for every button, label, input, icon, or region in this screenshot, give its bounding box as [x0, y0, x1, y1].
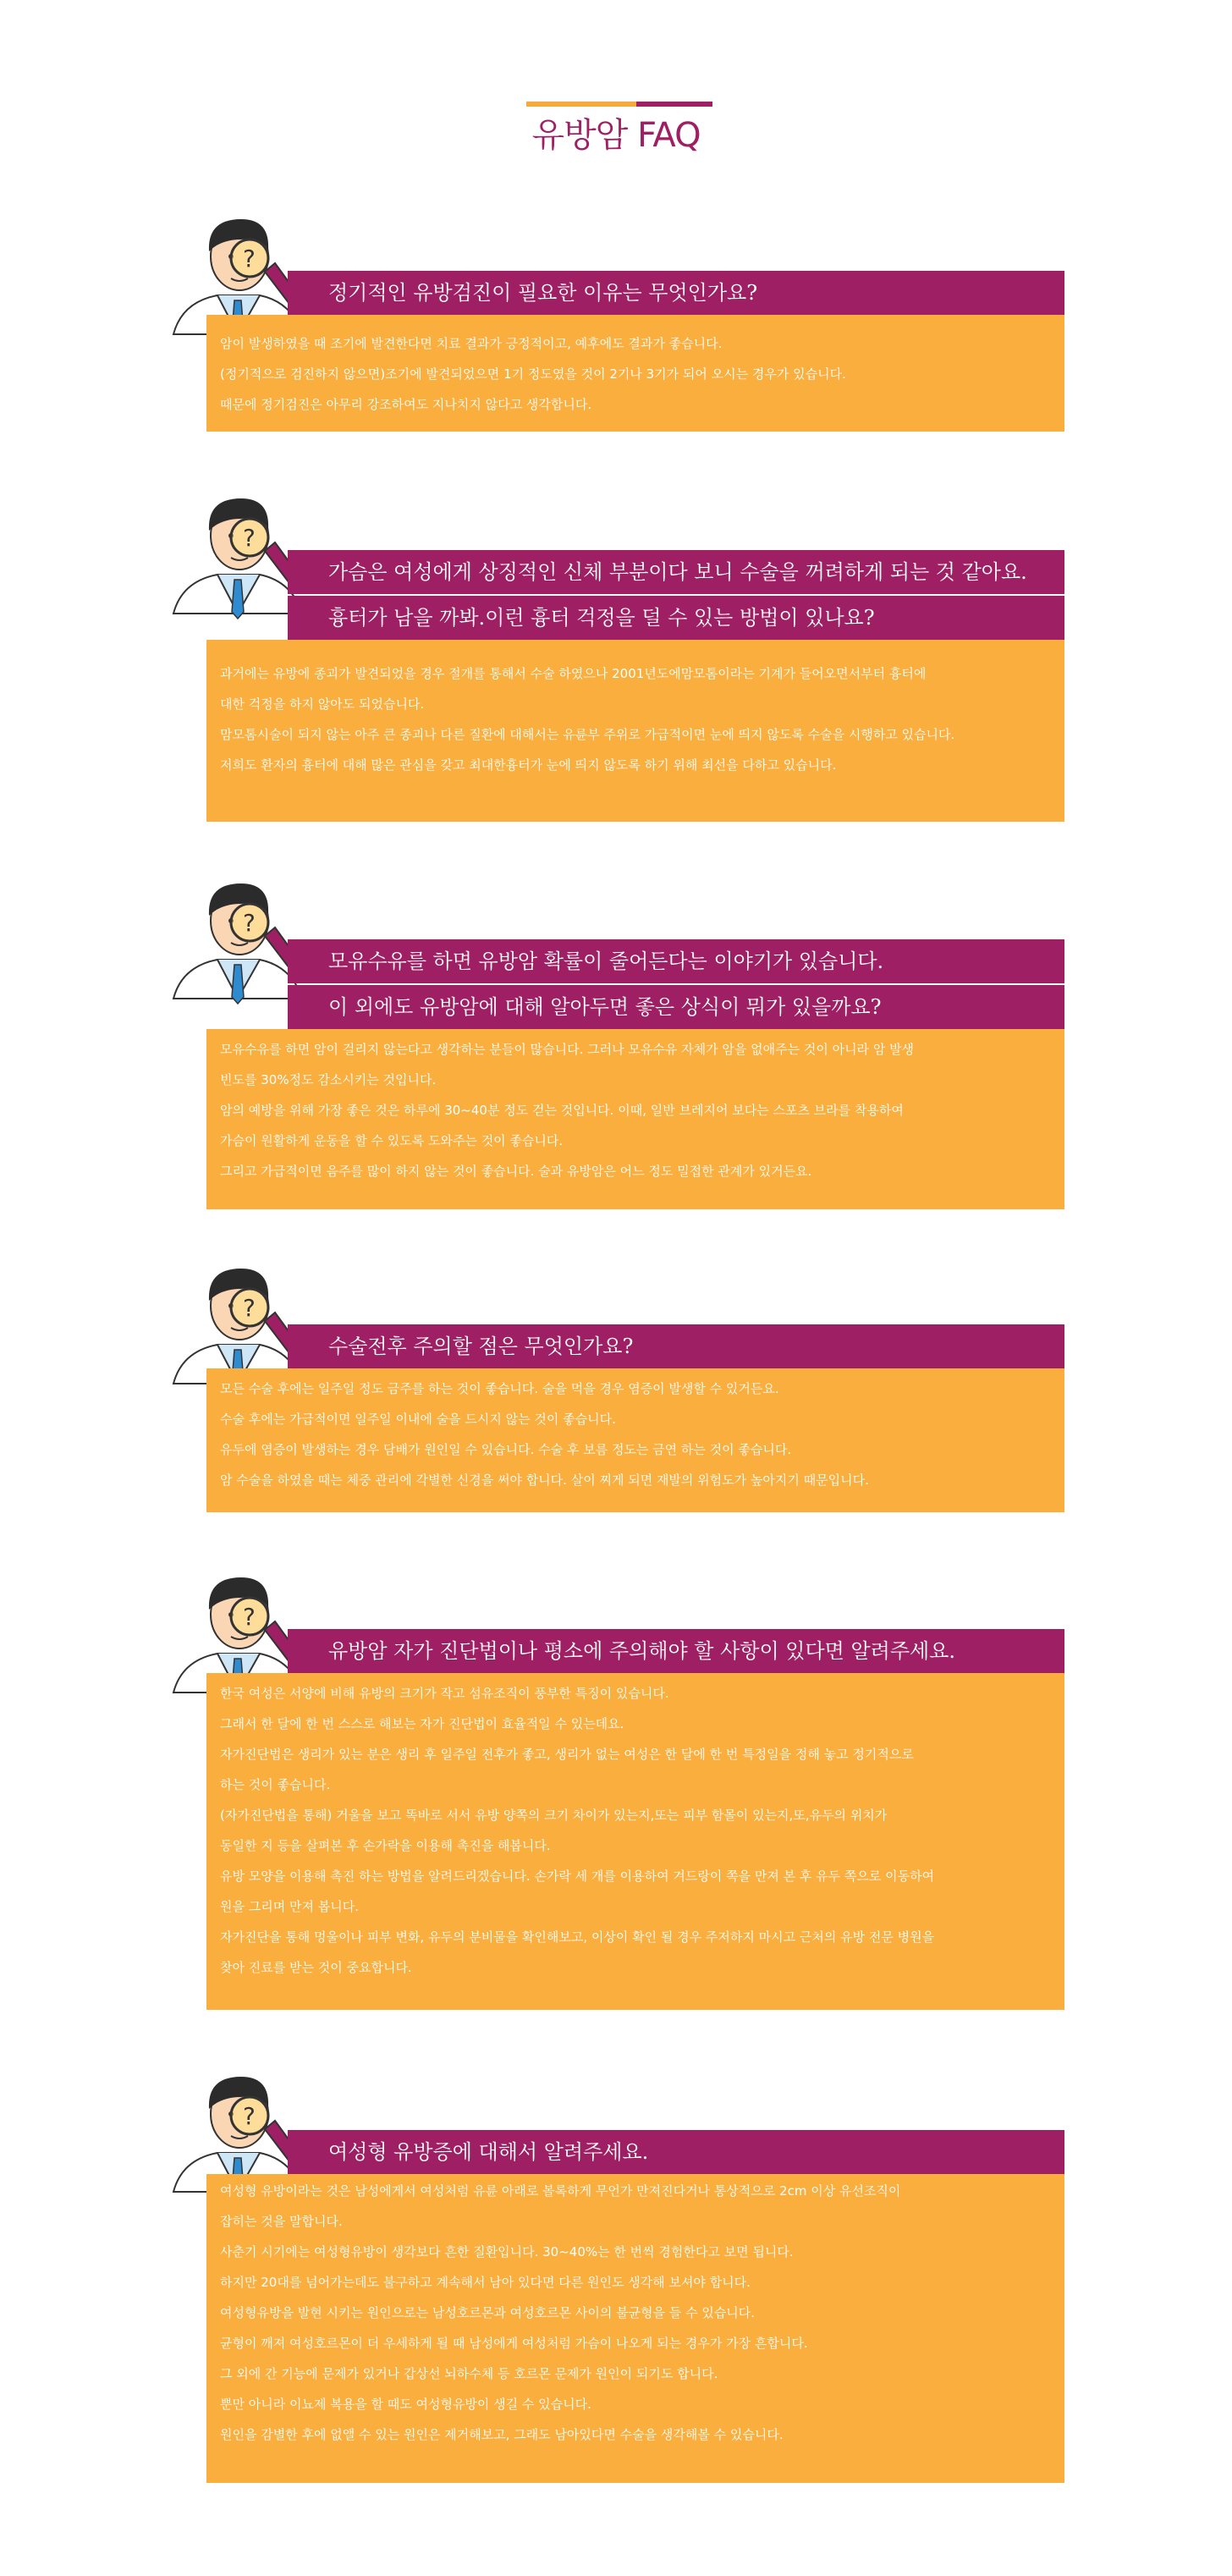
answer-line: 뿐만 아니라 이뇨제 복용을 할 때도 여성형유방이 생길 수 있습니다.: [220, 2397, 591, 2412]
question-text: 수술전후 주의할 점은 무엇인가요?: [328, 1335, 634, 1358]
answer-box: [206, 315, 1064, 432]
answer-line: 빈도를 30%정도 감소시키는 것입니다.: [220, 1072, 437, 1087]
title-accent-bar-purple: [636, 102, 712, 107]
question-text: 가슴은 여성에게 상징적인 신체 부분이다 보니 수술을 꺼려하게 되는 것 같아요.: [328, 560, 1027, 584]
page-title: 유방암 FAQ: [531, 116, 701, 155]
svg-text:?: ?: [243, 1603, 256, 1631]
title-accent-bar-orange: [526, 102, 636, 107]
answer-line: 자가진단을 통해 멍울이나 피부 변화, 유두의 분비물을 확인해보고, 이상이 확인 될 경우 주저하지 마시고 근처의 유방 전문 병원을: [220, 1929, 935, 1945]
svg-text:?: ?: [243, 909, 256, 937]
answer-line: 원을 그리며 만져 봅니다.: [220, 1899, 359, 1914]
answer-line: 한국 여성은 서양에 비해 유방의 크기가 작고 섬유조직이 풍부한 특징이 있습니다.: [220, 1686, 669, 1701]
question-text: 이 외에도 유방암에 대해 알아두면 좋은 상식이 뭐가 있을까요?: [328, 995, 882, 1019]
answer-line: 자가진단법은 생리가 있는 분은 생리 후 일주일 전후가 좋고, 생리가 없는 여성은 한 달에 한 번 특정일을 정해 놓고 정기적으로: [220, 1747, 914, 1762]
answer-line: 암 수술을 하였을 때는 체중 관리에 각별한 신경을 써야 합니다. 살이 찌게 되면 재발의 위험도가 높아지기 때문입니다.: [220, 1472, 869, 1488]
answer-line: 잡히는 것을 말합니다.: [220, 2214, 343, 2229]
answer-line: 그래서 한 달에 한 번 스스로 해보는 자가 진단법이 효율적일 수 있는데요.: [220, 1716, 624, 1731]
question-text: 흉터가 남을 까봐.이런 흉터 걱정을 덜 수 있는 방법이 있나요?: [328, 606, 875, 630]
answer-line: 원인을 감별한 후에 없앨 수 있는 원인은 제거해보고, 그래도 남아있다면 수술을 생각해볼 수 있습니다.: [220, 2427, 784, 2442]
page-header: [0, 0, 1232, 161]
svg-text:?: ?: [243, 524, 256, 552]
answer-line: 찾아 진료를 받는 것이 중요합니다.: [220, 1960, 412, 1975]
answer-line: 모유수유를 하면 암이 걸리지 않는다고 생각하는 분들이 많습니다. 그러나 모유수유 자체가 암을 없애주는 것이 아니라 암 발생: [220, 1042, 915, 1057]
svg-text:?: ?: [243, 2102, 256, 2130]
answer-line: 모든 수술 후에는 일주일 정도 금주를 하는 것이 좋습니다. 술을 먹을 경우 염증이 발생할 수 있거든요.: [220, 1381, 779, 1396]
faq-item-6: [0, 2065, 1232, 2488]
answer-line: 수술 후에는 가급적이면 일주일 이내에 술을 드시지 않는 것이 좋습니다.: [220, 1412, 616, 1427]
faq-item-1: [0, 207, 1232, 436]
answer-line: 하지만 20대를 넘어가는데도 불구하고 계속해서 남아 있다면 다른 원인도 생각해 보셔야 합니다.: [220, 2275, 751, 2290]
question-text: 정기적인 유방검진이 필요한 이유는 무엇인가요?: [328, 281, 758, 305]
question-text: 모유수유를 하면 유방암 확률이 줄어든다는 이야기가 있습니다.: [328, 949, 884, 973]
answer-line: 균형이 깨져 여성호르몬이 더 우세하게 될 때 남성에게 여성처럼 가슴이 나오게 되는 경우가 가장 흔합니다.: [220, 2336, 808, 2351]
svg-text:?: ?: [243, 245, 256, 272]
answer-line: 때문에 정기검진은 아무리 강조하여도 지나치지 않다고 생각합니다.: [220, 397, 592, 412]
answer-box: [206, 1368, 1064, 1512]
answer-line: 맘모톰시술이 되지 않는 아주 큰 종괴나 다른 질환에 대해서는 유륜부 주위로 가급적이면 눈에 띄지 않도록 수술을 시행하고 있습니다.: [220, 727, 955, 742]
answer-line: 저희도 환자의 흉터에 대해 많은 관심을 갖고 최대한흉터가 눈에 띄지 않도록 하기 위해 최선을 다하고 있습니다.: [220, 757, 837, 773]
answer-line: 암이 발생하였을 때 조기에 발견한다면 치료 결과가 긍정적이고, 예후에도 결과가 좋습니다.: [220, 336, 723, 351]
faq-item-4: [0, 1257, 1232, 1519]
answer-box: [206, 1029, 1064, 1209]
answer-line: 하는 것이 좋습니다.: [220, 1777, 331, 1792]
answer-line: 유두에 염증이 발생하는 경우 담배가 원인일 수 있습니다. 수술 후 보름 정도는 금연 하는 것이 좋습니다.: [220, 1442, 792, 1457]
faq-item-5: [0, 1566, 1232, 2014]
question-text: 유방암 자가 진단법이나 평소에 주의해야 할 사항이 있다면 알려주세요.: [328, 1639, 955, 1663]
answer-line: 가슴이 원활하게 운동을 할 수 있도록 도와주는 것이 좋습니다.: [220, 1133, 564, 1148]
answer-line: 동일한 지 등을 살펴본 후 손가락을 이용해 촉진을 해봅니다.: [220, 1838, 551, 1853]
faq-item-2: [0, 487, 1232, 825]
answer-line: 여성형유방을 발현 시키는 원인으로는 남성호르몬과 여성호르몬 사이의 불균형을 들 수 있습니다.: [220, 2305, 756, 2320]
answer-line: (자가진단법을 통해) 거울을 보고 똑바로 서서 유방 양쪽의 크기 차이가 있는지,또는 피부 함몰이 있는지,또,유두의 위치가: [220, 1808, 888, 1823]
answer-box: [206, 640, 1064, 822]
answer-line: 그 외에 간 기능에 문제가 있거나 갑상선 뇌하수체 등 호르몬 문제가 원인이 되기도 합니다.: [220, 2366, 718, 2381]
answer-line: 여성형 유방이라는 것은 남성에게서 여성처럼 유륜 아래로 볼록하게 무언가 만져진다거나 통상적으로 2cm 이상 유선조직이: [220, 2183, 901, 2199]
answer-line: 과거에는 유방에 종괴가 발견되었을 경우 절개를 통해서 수술 하였으나 2001년도에맘모톰이라는 기계가 들어오면서부터 흉터에: [220, 666, 927, 681]
answer-line: 유방 모양을 이용해 촉진 하는 방법을 알려드리겠습니다. 손가락 세 개를 이용하여 겨드랑이 쪽을 만져 본 후 유두 쪽으로 이동하여: [220, 1869, 935, 1884]
answer-line: 암의 예방을 위해 가장 좋은 것은 하루에 30~40분 정도 걷는 것입니다. 이때, 일반 브레지어 보다는 스포츠 브라를 착용하여: [220, 1103, 904, 1118]
answer-box: [206, 2174, 1064, 2483]
answer-line: 사춘기 시기에는 여성형유방이 생각보다 흔한 질환입니다. 30~40%는 한 번씩 경험한다고 보면 됩니다.: [220, 2244, 794, 2260]
faq-item-3: [0, 872, 1232, 1210]
answer-line: 대한 걱정을 하지 않아도 되었습니다.: [220, 696, 425, 712]
svg-text:?: ?: [243, 1294, 256, 1322]
answer-line: 그리고 가급적이면 음주를 많이 하지 않는 것이 좋습니다. 술과 유방암은 어느 정도 밀접한 관계가 있거든요.: [220, 1164, 812, 1179]
question-text: 여성형 유방증에 대해서 알려주세요.: [328, 2140, 649, 2164]
answer-box: [206, 1673, 1064, 2010]
answer-line: (정기적으로 검진하지 않으면)조기에 발견되었으면 1기 정도였을 것이 2기나 3기가 되어 오시는 경우가 있습니다.: [220, 366, 846, 382]
